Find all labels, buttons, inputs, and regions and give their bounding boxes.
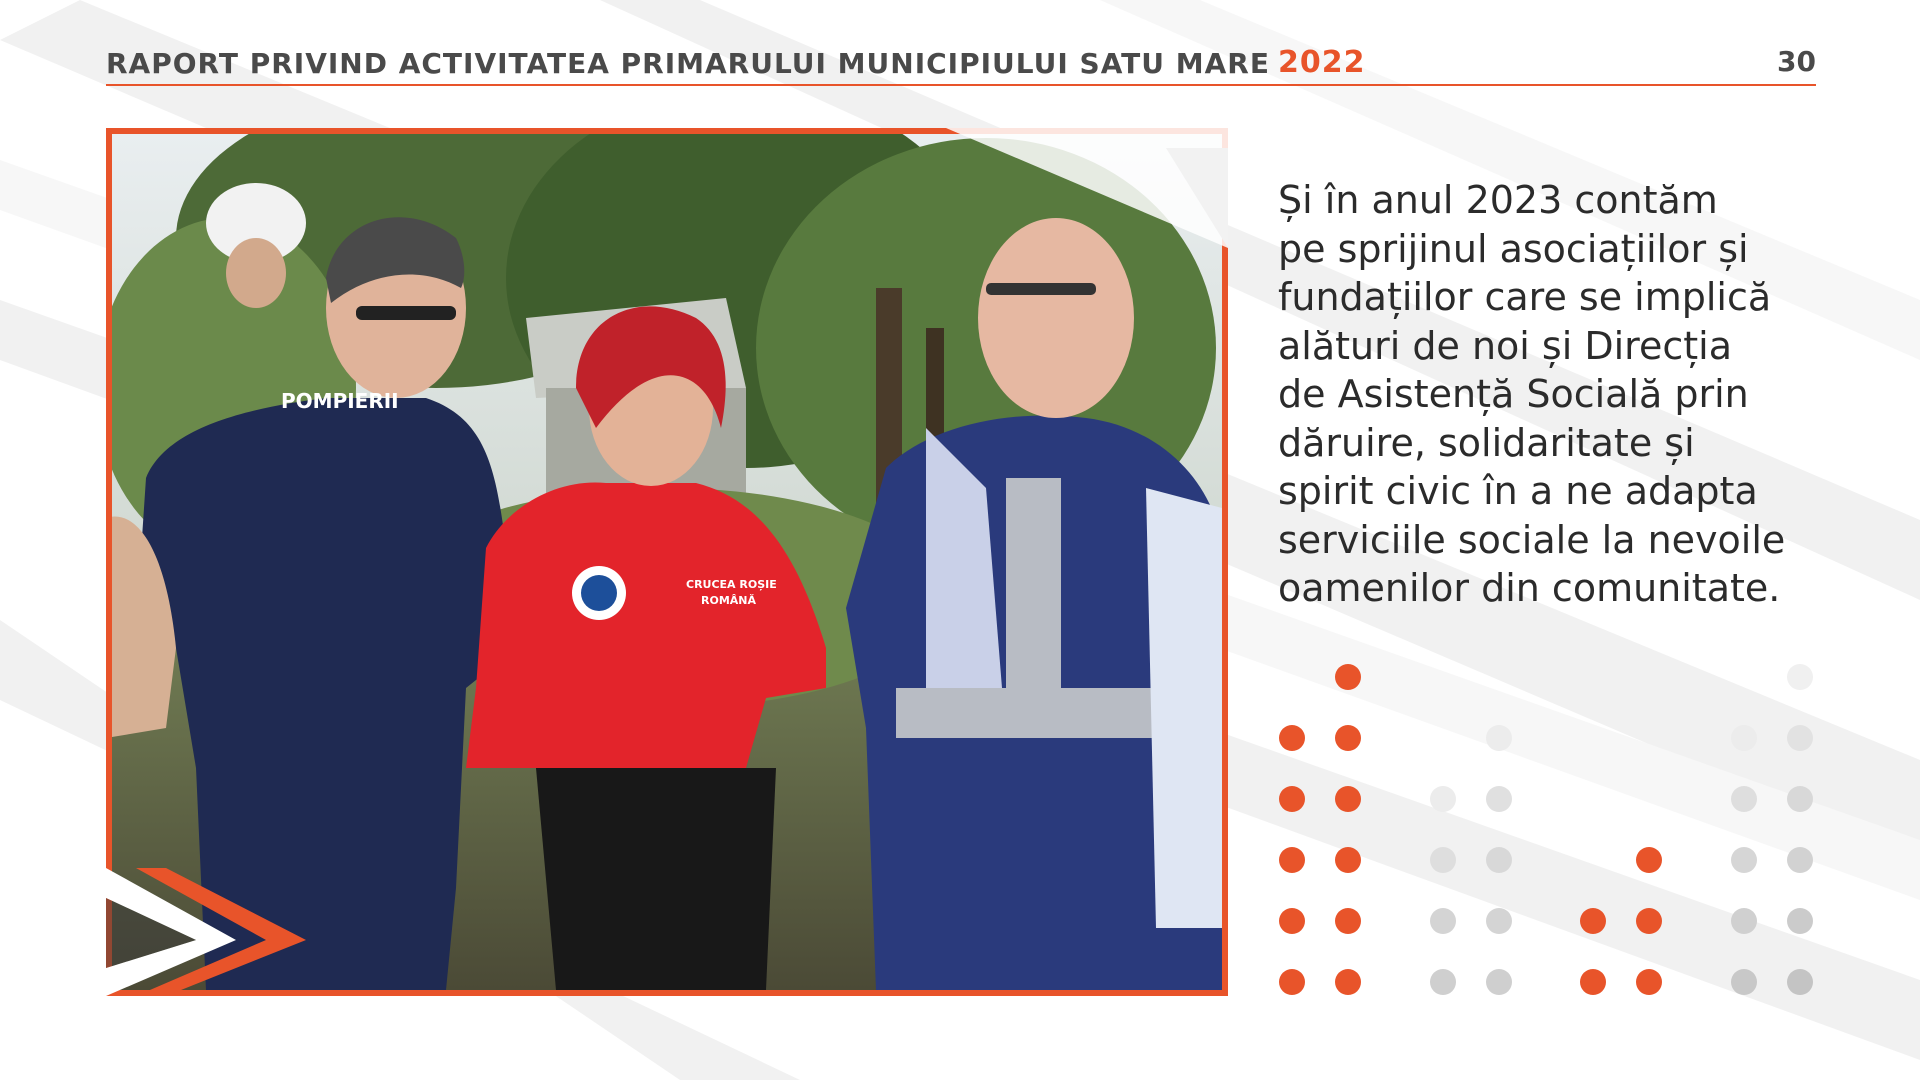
body-line: de Asistență Socială prin: [1278, 372, 1749, 416]
report-year: 2022: [1278, 45, 1366, 80]
body-line: spirit civic în a ne adapta: [1278, 469, 1758, 513]
photo-frame: [106, 128, 1228, 996]
body-line: alături de noi și Direcția: [1278, 323, 1732, 368]
shirt-label-line2: ROMÂNĂ: [701, 594, 756, 607]
page-number: 30: [1777, 45, 1816, 78]
vest-label: POMPIERII: [281, 389, 399, 413]
body-line: fundațiilor care se implică: [1278, 275, 1772, 319]
body-line: oamenilor din comunitate.: [1278, 566, 1781, 610]
body-line: dăruire, solidaritate și: [1278, 420, 1695, 465]
event-photo: [106, 128, 1228, 996]
decorative-dot-pattern: [1260, 650, 1820, 1010]
report-title: RAPORT PRIVIND ACTIVITATEA PRIMARULUI MUNICIPIULUI SATU MARE: [106, 47, 1270, 80]
report-header: [106, 40, 1816, 86]
shirt-label-line1: CRUCEA ROȘIE: [686, 578, 777, 591]
body-line: pe sprijinul asociațiilor și: [1278, 226, 1749, 271]
body-line: serviciile sociale la nevoile: [1278, 517, 1786, 562]
body-paragraph: [1278, 176, 1838, 613]
body-line: Și în anul 2023 contăm: [1278, 178, 1718, 222]
